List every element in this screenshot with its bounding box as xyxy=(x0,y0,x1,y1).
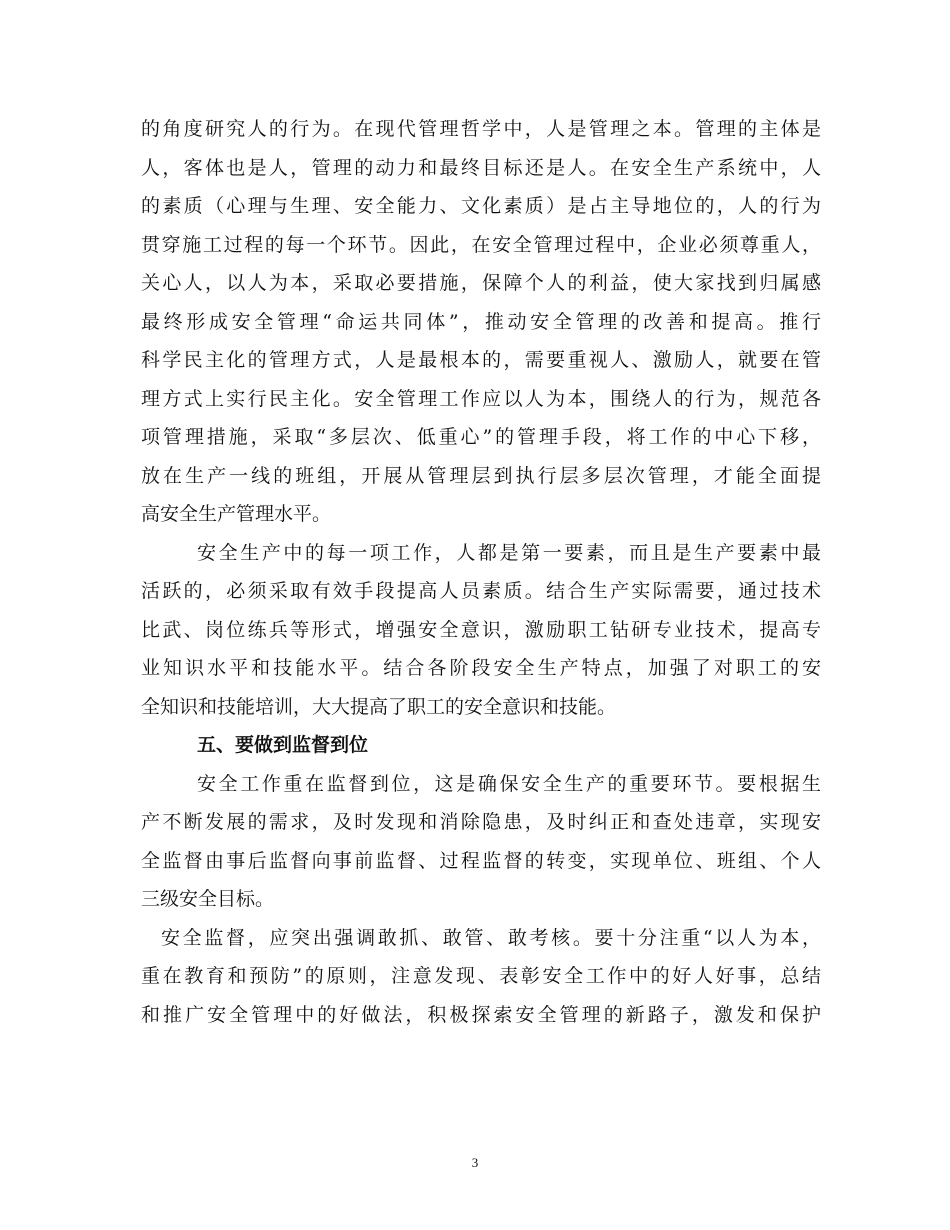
text-line: 高安全生产管理水平。 xyxy=(141,503,332,525)
text-line: 重在教育和预防”的原则，注意发现、表彰安全工作中的好人好事，总结 xyxy=(141,965,821,987)
paragraph-supervision xyxy=(141,765,821,919)
text-line: 业知识水平和技能水平。结合各阶段安全生产特点，加强了对职工的安 xyxy=(141,657,821,679)
text-line: 和推广安全管理中的好做法，积极探索安全管理的新路子，激发和保护 xyxy=(141,1003,821,1026)
text-line: 关心人，以人为本，采取必要措施，保障个人的利益，使大家找到归属感 xyxy=(141,272,821,294)
text-line: 安全监督，应突出强调敢抓、敢管、敢考核。要十分注重“以人为本， xyxy=(161,926,821,949)
text-line: 的素质（心理与生理、安全能力、文化素质）是占主导地位的，人的行为 xyxy=(141,195,821,217)
paragraph-safety-supervision xyxy=(141,919,821,1035)
text-line: 贯穿施工过程的每一个环节。因此，在安全管理过程中，企业必须尊重人， xyxy=(141,233,821,256)
text-line: 科学民主化的管理方式，人是最根本的，需要重视人、激励人，就要在管 xyxy=(141,349,821,371)
text-line: 的角度研究人的行为。在现代管理哲学中，人是管理之本。管理的主体是 xyxy=(141,118,821,140)
page-number: 3 xyxy=(471,1155,479,1170)
text-line: 人，客体也是人，管理的动力和最终目标还是人。在安全生产系统中，人 xyxy=(141,156,821,179)
text-line: 全监督由事后监督向事前监督、过程监督的转变，实现单位、班组、个人 xyxy=(141,849,821,872)
text-line: 比武、岗位练兵等形式，增强安全意识，激励职工钻研专业技术，提高专 xyxy=(141,618,821,641)
section-heading: 五、要做到监督到位 xyxy=(197,734,369,756)
text-line: 理方式上实行民主化。安全管理工作应以人为本，围绕人的行为，规范各 xyxy=(141,387,821,410)
text-line: 安全工作重在监督到位，这是确保安全生产的重要环节。要根据生 xyxy=(197,772,821,795)
text-line: 活跃的，必须采取有效手段提高人员素质。结合生产实际需要，通过技术 xyxy=(141,580,821,602)
text-line: 产不断发展的需求，及时发现和消除隐患，及时纠正和查处违章，实现安 xyxy=(141,811,821,833)
text-line: 三级安全目标。 xyxy=(141,888,275,910)
text-line: 放在生产一线的班组，开展从管理层到执行层多层次管理，才能全面提 xyxy=(141,464,821,487)
text-line: 安全生产中的每一项工作，人都是第一要素，而且是生产要素中最 xyxy=(197,541,821,564)
document-body xyxy=(141,110,821,1034)
text-line: 项管理措施，采取“多层次、低重心”的管理手段，将工作的中心下移， xyxy=(141,426,821,448)
paragraph-people-oriented-management xyxy=(141,110,821,534)
text-line: 全知识和技能培训，大大提高了职工的安全意识和技能。 xyxy=(141,695,617,718)
text-line: 最终形成安全管理“命运共同体”，推动安全管理的改善和提高。推行 xyxy=(141,310,821,333)
paragraph-personnel-quality xyxy=(141,534,821,727)
